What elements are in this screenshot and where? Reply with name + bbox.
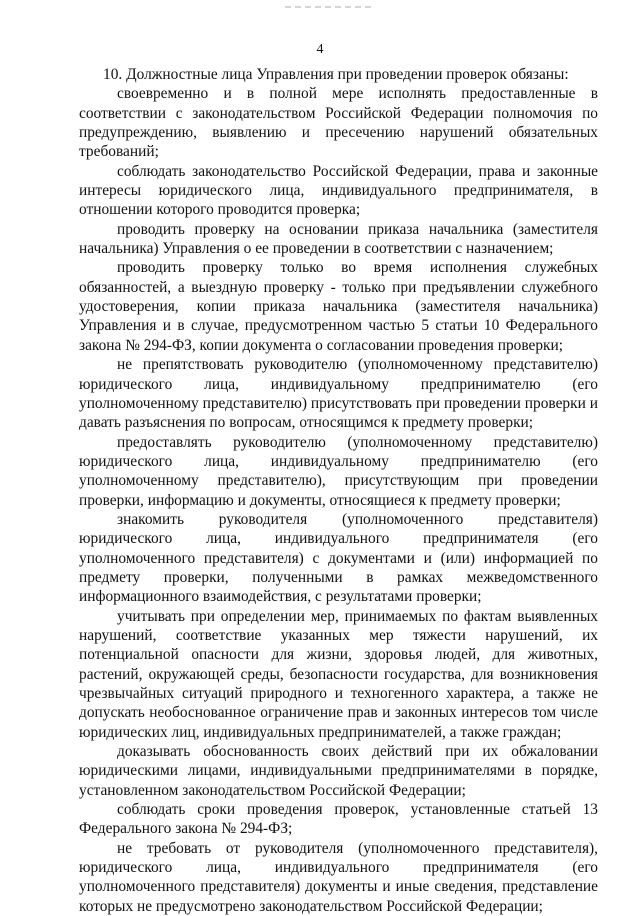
- paragraph-6: предоставлять руководителю (уполномоченному представителю) юридического лица, индивидуальному предпринимателю (его уполномоченному представителю), присутствующим при проведении проверки, информацию и документы, относящиеся к предмету проверки;: [79, 433, 598, 509]
- paragraph-4: проводить проверку только во время исполнения служебных обязанностей, а выездную проверку - только при предъявлении служебного удостоверения, копии приказа начальника (заместителя начальника) Управления и в случае, предусмотренном частью 5 статьи 10 Федерального закона № 294-ФЗ, копии документа о согласовании проведения проверки;: [79, 259, 598, 354]
- page-number: 4: [316, 42, 324, 57]
- paragraph-11: не требовать от руководителя (уполномоченного представителя), юридического лица, индивидуального предпринимателя (его уполномоченного представителя) документы и иные сведения, представление которых не предусмотрено законодательством Российской Федерации;: [79, 839, 598, 915]
- paragraph-5: не препятствовать руководителю (уполномоченному представителю) юридического лица, индивидуальному предпринимателю (его уполномоченному представителю) присутствовать при проведении проверки и давать разъяснения по вопросам, относящимся к предмету проверки;: [79, 356, 598, 432]
- scan-artifact: [285, 6, 375, 8]
- paragraph-3: проводить проверку на основании приказа начальника (заместителя начальника) Управления о ее проведении в соответствии с назначением;: [79, 220, 598, 258]
- paragraph-2: соблюдать законодательство Российской Федерации, права и законные интересы юридического лица, индивидуального предпринимателя, в отношении которого проводится проверка;: [79, 162, 598, 219]
- paragraph-9: доказывать обоснованность своих действий при их обжаловании юридическими лицами, индивидуальными предпринимателями в порядке, установленном законодательством Российской Федерации;: [79, 743, 598, 799]
- document-body: [79, 65, 598, 916]
- section-heading: 10. Должностные лица Управления при проведении проверок обязаны:: [103, 66, 569, 83]
- paragraph-1: своевременно и в полной мере исполнять предоставленные в соответствии с законодательством Российской Федерации полномочия по предупреждению, выявлению и пресечению нарушений обязательных требований;: [79, 85, 598, 161]
- paragraph-8: учитывать при определении мер, принимаемых по фактам выявленных нарушений, соответствие указанных мер тяжести нарушений, их потенциальной опасности для жизни, здоровья людей, для животных, растений, окружающей среды, безопасности государства, для возникновения чрезвычайных ситуаций природного и техногенного характера, а также не допускать необоснованное ограничение прав и законных интересов том числе юридических лиц, индивидуальных предпринимателей, а также граждан;: [79, 607, 598, 741]
- paragraph-7: знакомить руководителя (уполномоченного представителя) юридического лица, индивидуального предпринимателя (его уполномоченного представителя) с документами и (или) информацией по предмету проверки, полученными в рамках межведомственного информационного взаимодействия, с результатами проверки;: [79, 510, 598, 606]
- paragraph-10: соблюдать сроки проведения проверок, установленные статьей 13 Федерального закона № 294-ФЗ;: [79, 801, 598, 838]
